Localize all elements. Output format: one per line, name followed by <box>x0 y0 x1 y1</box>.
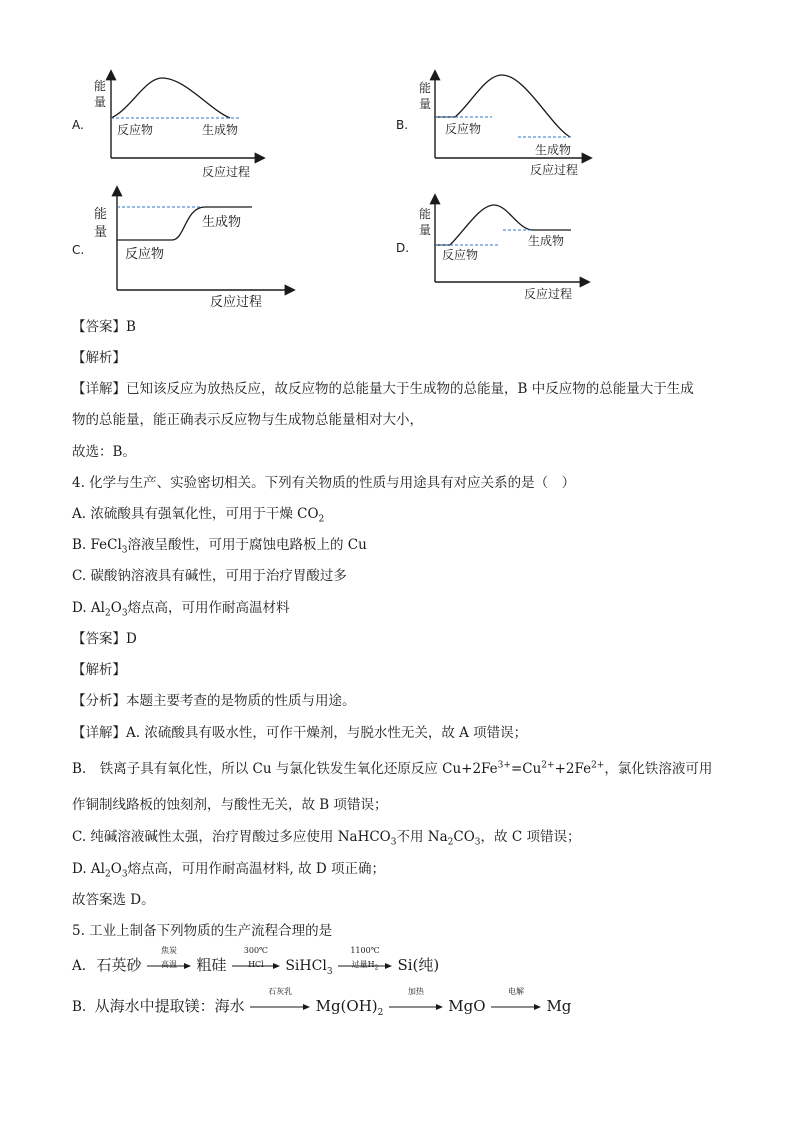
reaction-arrow: 1100℃ 过量$H_2$ <box>337 956 393 976</box>
q5-option-b: B. 从海水中提取镁：海水 石灰乳 $Mg(OH)_2$ 加热 MgO 电解 Mg <box>72 987 572 1018</box>
q4-option-a: A. 浓硫酸具有强氧化性，可用于干燥 $CO_2$ <box>72 506 325 525</box>
q3-answer: 【答案】B <box>72 319 136 335</box>
option-d-label: D. <box>396 241 410 255</box>
svg-text:生成物: 生成物 <box>528 234 565 248</box>
svg-text:能: 能 <box>419 81 432 95</box>
q4-detail-a: 【详解】A. 浓硫酸具有吸水性，可作干燥剂，与脱水性无关，故 A 项错误； <box>72 725 528 741</box>
svg-text:反应物: 反应物 <box>445 122 482 136</box>
q4-analysis-title: 【解析】 <box>72 662 126 678</box>
q4-detail-b1: B. 铁离子具有氧化性，所以 Cu 与氯化铁发生氧化还原反应 $Cu+2Fe^{3+}=Cu^{2+}+2Fe^{2+}$，氯化铁溶液可用 <box>72 760 713 777</box>
q4-option-d: D. $Al_2O_3$熔点高，可用作耐高温材料 <box>72 600 290 619</box>
q5-stem: 5. 工业上制备下列物质的生产流程合理的是 <box>72 923 333 939</box>
svg-text:量: 量 <box>94 225 108 240</box>
svg-text:反应物: 反应物 <box>125 247 165 262</box>
product-label: 生成物 <box>202 123 239 137</box>
q3-detail-line1: 【详解】已知该反应为放热反应，故反应物的总能量大于生成物的总能量，B 中反应物的总能量大于生成 <box>72 381 694 397</box>
svg-text:反应过程: 反应过程 <box>530 163 579 177</box>
option-a-label: A. <box>72 118 84 132</box>
energy-label-2: 量 <box>94 95 107 109</box>
svg-text:生成物: 生成物 <box>535 143 572 157</box>
q3-detail-line2: 物的总能量，能正确表示反应物与生成物总能量相对大小， <box>72 412 423 428</box>
reaction-arrow: 300℃ HCl <box>231 956 281 976</box>
svg-text:量: 量 <box>419 97 432 111</box>
energy-diagram-a <box>60 60 280 185</box>
q4-detail-b2: 作铜制线路板的蚀刻剂，与酸性无关，故 B 项错误； <box>72 797 388 813</box>
q4-summary: 【分析】本题主要考查的是物质的性质与用途。 <box>72 693 356 709</box>
q4-option-b: B. FeCl$_3$溶液呈酸性，可用于腐蚀电路板上的 Cu <box>72 537 367 556</box>
reaction-arrow: 电解 <box>490 997 542 1017</box>
reaction-arrow: 石灰乳 <box>249 997 311 1017</box>
energy-diagram-c <box>60 180 300 315</box>
energy-diagram-b <box>390 60 610 185</box>
reaction-arrow: 加热 <box>388 997 444 1017</box>
reactant-label: 反应物 <box>117 123 154 137</box>
q4-conclusion: 故答案选 D。 <box>72 892 155 908</box>
svg-text:反应物: 反应物 <box>442 248 479 262</box>
svg-text:量: 量 <box>419 223 432 237</box>
q5-option-a: A. 石英砂 焦炭 高温 粗硅 300℃ HCl SiHCl$_3$ 1100℃ 过量$H_2$ Si(纯) <box>72 946 440 977</box>
svg-text:生成物: 生成物 <box>202 215 242 230</box>
svg-text:反应过程: 反应过程 <box>210 295 263 310</box>
q3-analysis-title: 【解析】 <box>72 350 126 366</box>
q4-answer: 【答案】D <box>72 631 137 647</box>
q4-detail-d: D. $Al_2O_3$熔点高，可用作耐高温材料, 故 D 项正确； <box>72 861 386 880</box>
q4-detail-c: C. 纯碱溶液碱性太强，治疗胃酸过多应使用 NaHCO$_3$不用 $Na_2CO_3$，故 C 项错误； <box>72 829 581 848</box>
q4-stem: 4. 化学与生产、实验密切相关。下列有关物质的性质与用途具有对应关系的是（ ） <box>72 475 576 491</box>
option-c-label: C. <box>72 243 85 257</box>
reaction-arrow: 焦炭 高温 <box>146 956 192 976</box>
option-b-label: B. <box>396 118 409 132</box>
energy-curve <box>111 78 230 118</box>
energy-diagram-d <box>390 190 610 305</box>
q4-option-c: C. 碳酸钠溶液具有碱性，可用于治疗胃酸过多 <box>72 568 347 584</box>
svg-text:反应过程: 反应过程 <box>524 287 573 301</box>
svg-text:能: 能 <box>94 207 108 222</box>
process-label: 反应过程 <box>202 165 251 179</box>
q3-conclusion: 故选：B。 <box>72 444 136 460</box>
svg-text:能: 能 <box>419 207 432 221</box>
energy-label-1: 能 <box>94 79 107 93</box>
